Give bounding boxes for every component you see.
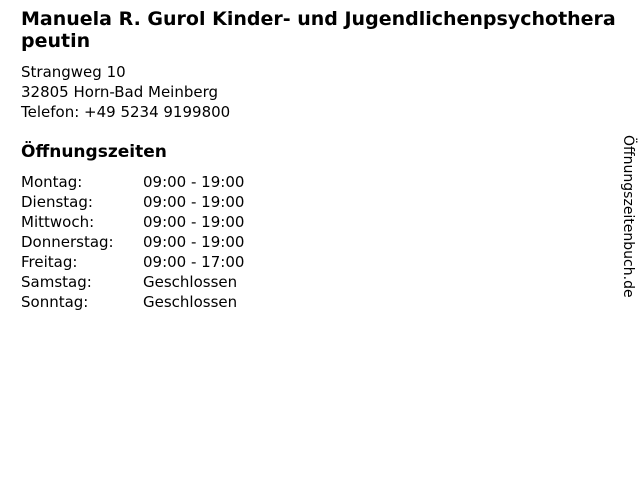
hours-value: 09:00 - 19:00 <box>143 173 245 191</box>
hours-value: 09:00 - 19:00 <box>143 213 245 231</box>
day-label: Mittwoch: <box>21 213 95 231</box>
table-row <box>21 172 244 192</box>
hours-value: Geschlossen <box>143 293 238 311</box>
table-row <box>21 292 244 312</box>
address-block <box>21 62 230 122</box>
opening-hours-table <box>21 172 244 312</box>
table-row <box>21 252 244 272</box>
day-label: Donnerstag: <box>21 233 114 251</box>
day-label: Freitag: <box>21 253 78 271</box>
watermark-vertical-text: Öffnungszeitenbuch.de <box>620 135 636 298</box>
table-row <box>21 232 244 252</box>
hours-value: 09:00 - 17:00 <box>143 253 245 271</box>
page-title: Manuela R. Gurol Kinder- und Jugendlichenpsychotherapeutin <box>21 8 616 52</box>
day-label: Sonntag: <box>21 293 89 311</box>
table-row <box>21 272 244 292</box>
day-label: Montag: <box>21 173 83 191</box>
opening-hours-heading: Öffnungszeiten <box>21 142 167 162</box>
hours-value: 09:00 - 19:00 <box>143 193 245 211</box>
phone-number: Telefon: +49 5234 9199800 <box>21 103 231 121</box>
hours-value: Geschlossen <box>143 273 238 291</box>
hours-value: 09:00 - 19:00 <box>143 233 245 251</box>
city-address: 32805 Horn-Bad Meinberg <box>21 83 219 101</box>
table-row <box>21 192 244 212</box>
street-address: Strangweg 10 <box>21 63 126 81</box>
day-label: Dienstag: <box>21 193 93 211</box>
table-row <box>21 212 244 232</box>
day-label: Samstag: <box>21 273 92 291</box>
